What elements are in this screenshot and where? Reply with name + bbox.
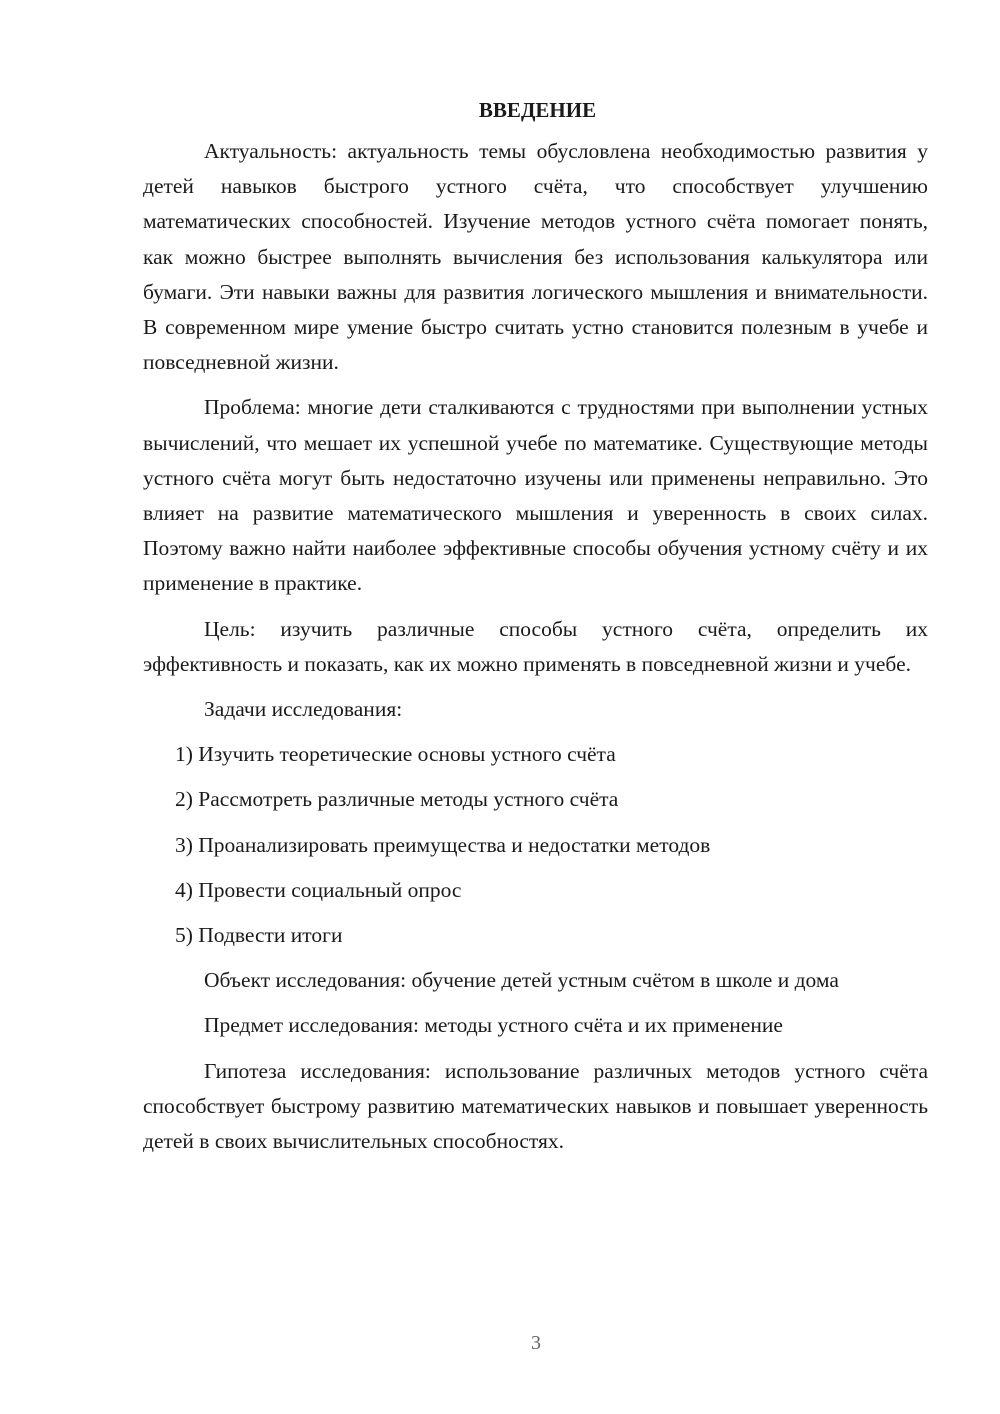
tasks-list bbox=[143, 737, 928, 953]
paragraph-goal: Цель: изучить различные способы устного счёта, определить их эффективность и показать, как их можно применять в повседневной жизни и учебе. bbox=[143, 616, 928, 676]
paragraph-object: Объект исследования: обучение детей устным счётом в школе и дома bbox=[204, 968, 839, 993]
document-page bbox=[143, 92, 928, 1169]
list-item: 1) Изучить теоретические основы устного счёта bbox=[175, 742, 616, 767]
list-item: 3) Проанализировать преимущества и недостатки методов bbox=[175, 832, 711, 857]
paragraph-subject: Предмет исследования: методы устного счёта и их применение bbox=[204, 1013, 783, 1038]
paragraph-hypothesis: Гипотеза исследования: использование различных методов устного счёта способствует быстрому развитию математических навыков и повышает уверенность детей в своих вычислительных способностях. bbox=[143, 1058, 928, 1154]
page-title: ВВЕДЕНИЕ bbox=[478, 98, 597, 122]
paragraph-problem: Проблема: многие дети сталкиваются с трудностями при выполнении устных вычислений, что мешает их успешной учебе по математике. Существующие методы устного счёта могут быть недостаточно изучены или применены неправильно. Это влияет на развитие математического мышления и уверенность в своих силах. Поэтому важно найти наиболее эффективные способы обучения устному счёту и их применение в практике. bbox=[143, 395, 928, 596]
paragraph-relevance: Актуальность: актуальность темы обусловлена необходимостью развития у детей навыков быстрого устного счёта, что способствует улучшению математических способностей. Изучение методов устного счёта помогает понять, как можно быстрее выполнять вычисления без использования калькулятора или бумаги. Эти навыки важны для развития логического мышления и внимательности. В современном мире умение быстро считать устно становится полезным в учебе и повседневной жизни. bbox=[143, 139, 928, 375]
list-item: 5) Подвести итоги bbox=[175, 923, 343, 948]
page-number: 3 bbox=[531, 1332, 541, 1354]
list-item: 2) Рассмотреть различные методы устного счёта bbox=[175, 787, 619, 812]
list-item: 4) Провести социальный опрос bbox=[175, 877, 462, 902]
tasks-heading: Задачи исследования: bbox=[204, 697, 403, 722]
